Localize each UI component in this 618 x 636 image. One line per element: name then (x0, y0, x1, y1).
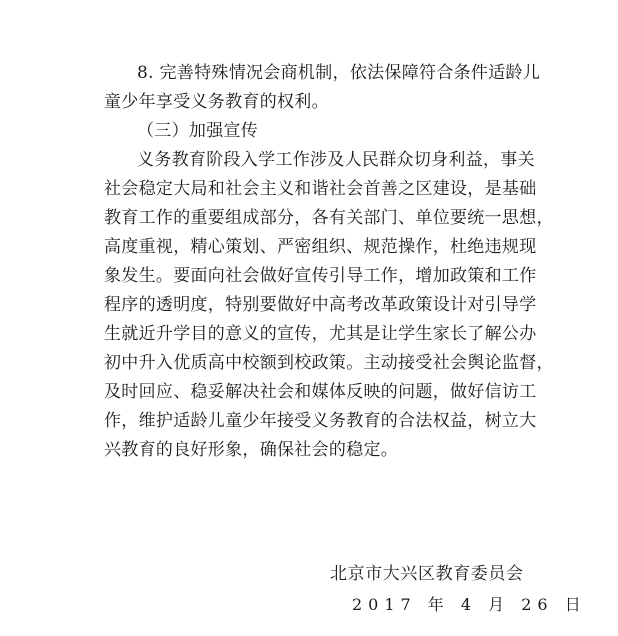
paragraph-line-10: 作，维护适龄儿童少年接受义务教育的合法权益，树立大 (104, 411, 537, 431)
issue-date: 2017 年 4 月 26 日 (352, 595, 587, 614)
paragraph-line-9: 及时回应、稳妥解决社会和媒体反映的问题，做好信访工 (104, 382, 537, 402)
paragraph-line-4: 高度重视，精心策划、严密组织、规范操作，杜绝违规现 (104, 237, 537, 257)
item8-line-2: 童少年享受义务教育的权利。 (104, 92, 329, 112)
paragraph-line-5: 象发生。要面向社会做好宣传引导工作，增加政策和工作 (104, 266, 537, 286)
paragraph-line-6: 程序的透明度，特别要做好中高考改革政策设计对引导学 (104, 295, 537, 315)
item8-line-1: 8. 完善特殊情况会商机制，依法保障符合条件适龄儿 (137, 63, 541, 83)
paragraph-line-2: 社会稳定大局和社会主义和谐社会首善之区建设，是基础 (104, 179, 537, 199)
paragraph-line-3: 教育工作的重要组成部分，各有关部门、单位要统一思想， (104, 208, 554, 228)
section-heading: （三）加强宣传 (137, 121, 259, 141)
paragraph-line-1: 义务教育阶段入学工作涉及人民群众切身利益，事关 (137, 150, 535, 170)
paragraph-line-11: 兴教育的良好形象，确保社会的稳定。 (104, 440, 399, 460)
paragraph-line-8: 初中升入优质高中校额到校政策。主动接受社会舆论监督， (104, 353, 554, 373)
issuing-organization: 北京市大兴区教育委员会 (330, 564, 524, 584)
paragraph-line-7: 生就近升学目的意义的宣传，尤其是让学生家长了解公办 (104, 324, 537, 344)
